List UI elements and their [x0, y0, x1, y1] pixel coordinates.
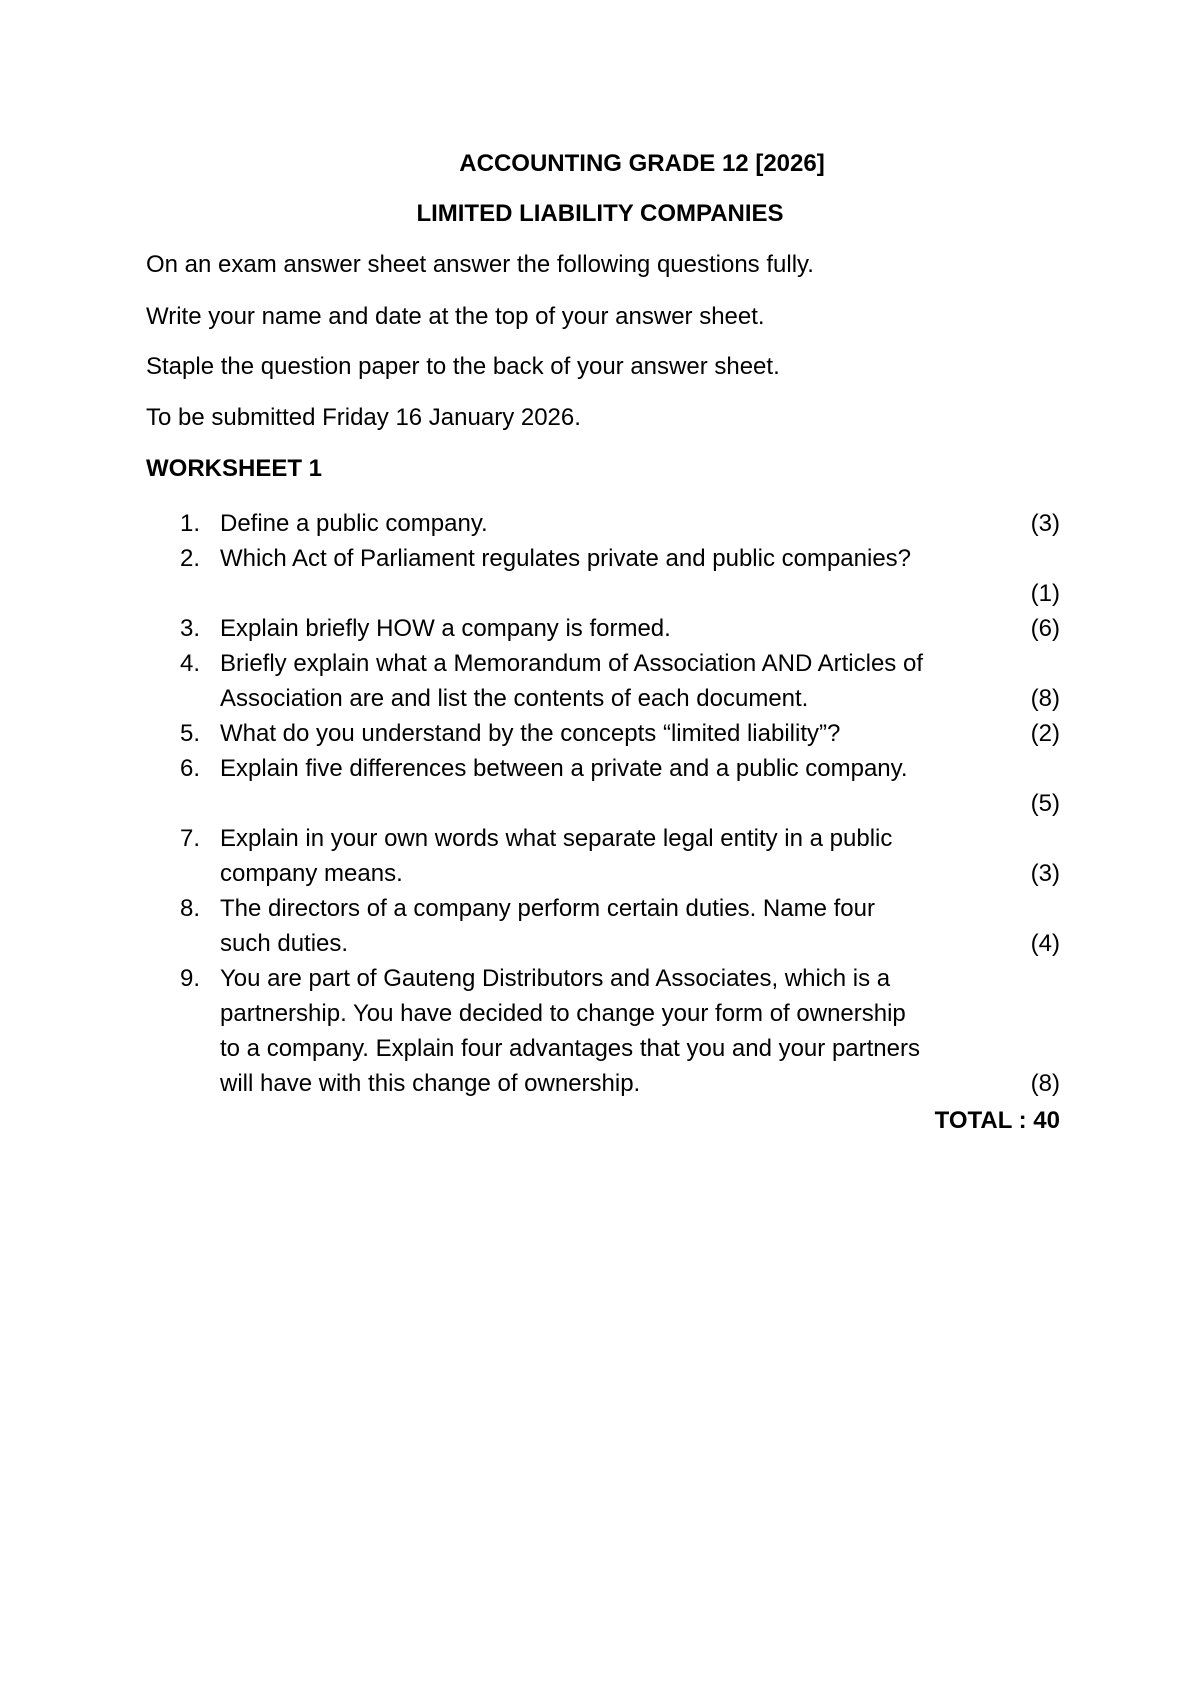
instruction-staple: Staple the question paper to the back of your answer sheet.: [146, 353, 780, 380]
question-marks: (4): [1030, 930, 1060, 957]
question-marks: (8): [1030, 1070, 1060, 1097]
question-number: 2.: [180, 545, 201, 572]
question-marks: (8): [1030, 685, 1060, 712]
question-line: Which Act of Parliament regulates private and public companies?: [220, 545, 912, 572]
instruction-answer-sheet: On an exam answer sheet answer the following questions fully.: [146, 251, 814, 278]
question-marks: (3): [1030, 510, 1060, 537]
question-line: to a company. Explain four advantages that you and your partners: [220, 1035, 920, 1062]
question-number: 5.: [180, 720, 201, 747]
question-text: [220, 856, 1060, 891]
question-number: 1.: [180, 510, 201, 537]
question-item: [180, 751, 1060, 821]
question-item: [180, 646, 1060, 716]
question-text: [220, 716, 1060, 751]
question-item: [180, 891, 1060, 961]
question-line: Explain in your own words what separate legal entity in a public: [220, 825, 893, 852]
question-list: [180, 506, 1060, 1101]
question-line: The directors of a company perform certain duties. Name four: [220, 895, 875, 922]
question-line: Briefly explain what a Memorandum of Association AND Articles of: [220, 650, 923, 677]
question-text: [220, 506, 1060, 541]
instruction-name-date: Write your name and date at the top of your answer sheet.: [146, 303, 765, 330]
question-line: will have with this change of ownership.: [220, 1070, 641, 1097]
question-marks: (2): [1030, 720, 1060, 747]
question-number: 3.: [180, 615, 201, 642]
question-number: 8.: [180, 895, 201, 922]
worksheet-heading: WORKSHEET 1: [146, 455, 323, 482]
question-item: [180, 716, 1060, 751]
question-number: 7.: [180, 825, 201, 852]
document-title: ACCOUNTING GRADE 12 [2026]: [459, 150, 825, 177]
question-marks: (1): [1030, 580, 1060, 607]
total-marks: TOTAL : 40: [934, 1107, 1060, 1134]
question-item: [180, 961, 1060, 1101]
question-line: such duties.: [220, 930, 349, 957]
question-number: 6.: [180, 755, 201, 782]
question-number: 9.: [180, 965, 201, 992]
question-line: Explain five differences between a private and a public company.: [220, 755, 908, 782]
question-marks: (5): [1030, 790, 1060, 817]
question-line: Explain briefly HOW a company is formed.: [220, 615, 671, 642]
question-marks: (6): [1030, 615, 1060, 642]
question-line: What do you understand by the concepts “limited liability”?: [220, 720, 841, 747]
question-line: You are part of Gauteng Distributors and Associates, which is a: [220, 965, 891, 992]
question-line: Define a public company.: [220, 510, 488, 537]
question-text: [220, 611, 1060, 646]
instruction-submission-date: To be submitted Friday 16 January 2026.: [146, 404, 581, 431]
question-marks: (3): [1030, 860, 1060, 887]
question-item: [180, 506, 1060, 541]
question-item: [180, 821, 1060, 891]
question-line: partnership. You have decided to change your form of ownership: [220, 1000, 906, 1027]
question-item: [180, 541, 1060, 611]
question-text: [220, 1066, 1060, 1101]
question-item: [180, 611, 1060, 646]
document-subtitle: LIMITED LIABILITY COMPANIES: [416, 200, 784, 227]
question-text: [220, 926, 1060, 961]
question-line: Association are and list the contents of each document.: [220, 685, 809, 712]
question-line: company means.: [220, 860, 403, 887]
question-number: 4.: [180, 650, 201, 677]
question-text: [220, 681, 1060, 716]
